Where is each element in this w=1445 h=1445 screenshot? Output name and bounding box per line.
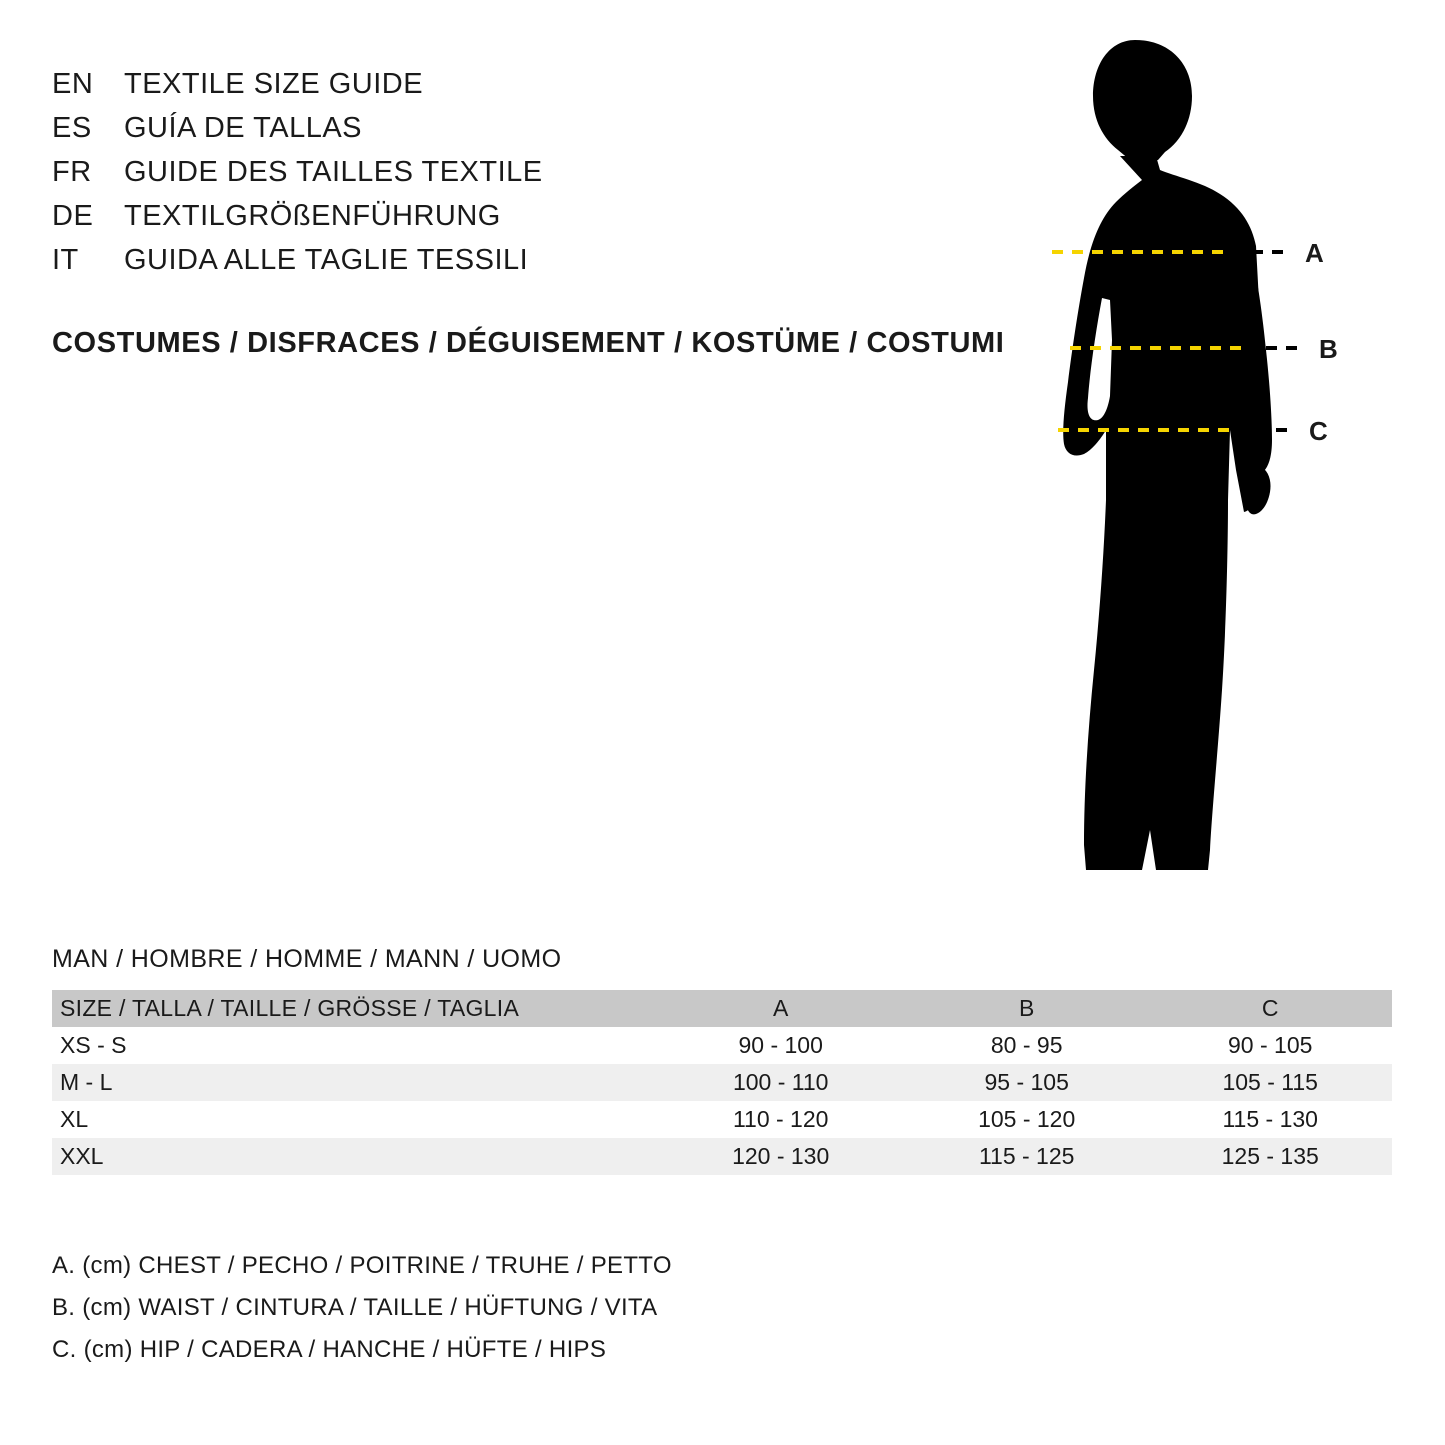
table-header-row [52,990,1392,1027]
language-row-es [52,112,543,156]
cell-b: 80 - 95 [990,1032,1063,1058]
table-row [52,1027,1392,1064]
cell-a: 110 - 120 [732,1106,829,1132]
table-caption: MAN / HOMBRE / HOMME / MANN / UOMO [52,945,562,973]
header-size: SIZE / TALLA / TAILLE / GRÖSSE / TAGLIA [60,995,520,1021]
cell-c: 105 - 115 [1222,1069,1318,1095]
language-list [52,68,543,288]
header-b: B [1019,995,1035,1021]
cell-a: 120 - 130 [732,1143,830,1169]
header-c: C [1261,995,1279,1021]
cell-a: 90 - 100 [738,1032,823,1058]
legend-row-a: A. (cm) CHEST / PECHO / POITRINE / TRUHE / PETTO [52,1252,672,1279]
cell-c: 125 - 135 [1221,1143,1319,1169]
language-code-en: EN [52,68,94,100]
size-table-head [52,990,1392,1027]
language-text-es: GUÍA DE TALLAS [124,112,363,144]
language-text-en: TEXTILE SIZE GUIDE [124,68,424,100]
cell-c: 90 - 105 [1228,1032,1313,1058]
cell-a: 100 - 110 [732,1069,829,1095]
cell-size: XL [60,1106,89,1132]
language-code-it: IT [52,244,79,276]
language-row-de [52,200,543,244]
language-code-fr: FR [52,156,92,188]
legend-row-c: C. (cm) HIP / CADERA / HANCHE / HÜFTE / HIPS [52,1336,607,1363]
language-row-fr [52,156,543,200]
cell-b: 105 - 120 [978,1106,1076,1132]
language-text-de: TEXTILGRÖßENFÜHRUNG [124,200,501,232]
cell-b: 115 - 125 [978,1143,1075,1169]
measure-letter-c: C [1309,416,1328,446]
table-row [52,1138,1392,1175]
language-row-en [52,68,543,112]
silhouette-svg [960,30,1380,910]
body-figure [960,30,1380,910]
cell-b: 95 - 105 [984,1069,1069,1095]
measure-letter-b: B [1319,334,1338,364]
language-text-fr: GUIDE DES TAILLES TEXTILE [124,156,543,188]
cell-size: M - L [60,1069,113,1095]
language-code-de: DE [52,200,94,232]
category-title: COSTUMES / DISFRACES / DÉGUISEMENT / KOSTÜME / COSTUMI [52,327,1005,359]
size-table [52,990,1392,1175]
language-text-it: GUIDA ALLE TAGLIE TESSILI [124,244,529,276]
language-code-es: ES [52,112,92,144]
header-a: A [773,995,789,1021]
cell-c: 115 - 130 [1222,1106,1318,1132]
measurement-legend [52,1245,672,1371]
table-row [52,1064,1392,1101]
measure-letter-a: A [1305,238,1324,268]
silhouette-shape [1063,40,1272,870]
size-table-section [52,945,1392,1175]
language-row-it [52,244,543,288]
table-row [52,1101,1392,1138]
cell-size: XXL [60,1143,104,1169]
legend-row-b: B. (cm) WAIST / CINTURA / TAILLE / HÜFTUNG / VITA [52,1294,658,1321]
cell-size: XS - S [60,1032,127,1058]
size-table-body [52,1027,1392,1175]
